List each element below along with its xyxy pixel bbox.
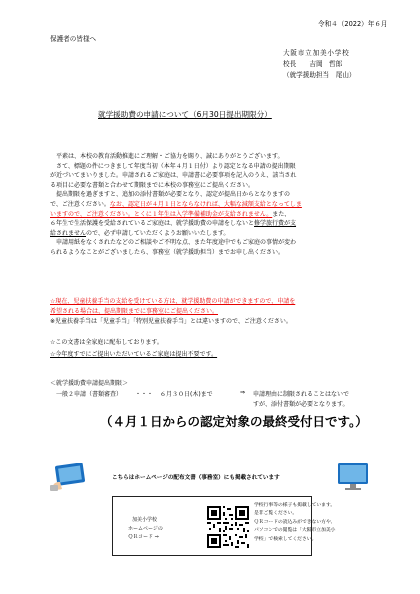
issue-date: 令和４（2022）年６月 xyxy=(318,20,388,28)
qr-label-line-3: ＱＲコード xyxy=(128,534,154,540)
schedule-dots: ・・・ xyxy=(135,391,154,398)
qr-info-line-4: パソコンでの閲覧は「大阪市立加美小 xyxy=(254,528,336,534)
qr-label-line-2: ホームページの xyxy=(128,525,163,532)
paragraph-deadline-line-3: る項目に必要な書類と合わせて期限までに本校の事務室にご提出ください。 xyxy=(50,181,255,189)
schedule-category: 一般２申請（書類審査） xyxy=(56,391,123,398)
schedule-heading: ＜就学援助費申請提出期限＞ xyxy=(50,380,129,387)
schedule-note-2: すが、添付書類が必要となります。 xyxy=(253,401,349,408)
qr-label-line-1: 加美小学校 xyxy=(132,517,158,523)
schedule-note-1: 申請理由に制限されることはないで xyxy=(253,391,350,398)
qr-info-line-1: 学校行事等の様子も掲載しています。 xyxy=(254,503,336,508)
tablet-icon xyxy=(50,463,86,491)
paragraph-deadline-line-1: さて、標題の件につきまして年度当初（本年４月１日付）より認定となる申請の提出期限 xyxy=(56,162,296,170)
qr-label-line-3-wrap xyxy=(128,533,163,542)
qr-info-line-5: 学校」で検索してください。 xyxy=(254,536,317,542)
recipient: 保護者の皆様へ xyxy=(50,35,97,43)
qr-code-image[interactable] xyxy=(207,506,249,548)
paragraph-late-line-1: 提出期限を過ぎますと、追加の添付書類が必要となり、認定が提出日からとなりますの xyxy=(56,191,291,199)
schedule-arrow: ⇒ xyxy=(240,389,246,396)
paragraph-late-line-3 xyxy=(50,210,380,220)
note-distribution: ☆この文書は全家庭に配布しております。 xyxy=(50,339,163,346)
qr-arrow: ⇒ xyxy=(154,534,159,540)
note-allowance-difference: ※児童扶養手当は「児童手当」「特別児童扶養手当」とは違いますので、ご注意ください。 xyxy=(50,318,292,325)
monitor-icon xyxy=(337,462,369,492)
principal-name: 校長 吉岡 哲郎 xyxy=(283,60,343,68)
document-title: 就学援助費の申請について（6月30日提出期限分） xyxy=(98,110,272,119)
paragraph-deadline-line-2: が近づいてまいりました。申請されるご家庭は、申請書に必要事項を記入のうえ、該当され xyxy=(50,172,297,180)
schedule-deadline: ６月３０日(木)まで xyxy=(160,391,213,398)
paragraph-greeting: 平素は、本校の教育活動推進にご理解・ご協力を賜り、誠にありがとうございます。 xyxy=(56,153,284,160)
grade6-text: ６年生で生活保護を受給されているご家庭は、就学援助費の申請をしないと xyxy=(50,220,255,228)
qr-info-line-3: ＱＲコードの読込みができない方や、 xyxy=(254,519,336,525)
qr-info-text xyxy=(254,502,335,544)
grade6-underline: 修学旅行費が支 xyxy=(254,220,297,228)
grade6-text-cont: ので、必ず申請していただくようお願いいたします。 xyxy=(86,229,230,237)
note-child-allowance-2: 希望される場合は、提出期限までに事務室にご提出ください。 xyxy=(50,308,219,315)
final-deadline-emphasis: （４月１日からの認定対象の最終受付日です。） xyxy=(100,414,368,429)
paragraph-contact-line-2: られるようなことがございましたら、事務室（就学援助担当）までお申し出ください。 xyxy=(50,248,285,256)
body-text xyxy=(50,152,380,258)
late-warning-cont: いますので、ご注意ください。とくに１年生は入学準備補助金が支給されません。 xyxy=(50,210,273,218)
note-child-allowance-1: ☆現在、児童扶養手当の支給を受けている方は、就学援助費の申請ができますので、申請を xyxy=(50,298,296,305)
grade6-underline-cont: 給されません xyxy=(50,229,87,237)
homepage-notice: こちらはホームページの配布文書（事務室）にも掲載されています xyxy=(112,475,280,481)
paragraph-late-line-2 xyxy=(50,200,380,210)
qr-info-line-2: 是非ご覧ください。 xyxy=(254,511,298,517)
late-text-cont: また、 xyxy=(272,210,291,218)
late-warning: なお、認定日が４月１日とならなければ、大幅な減額支給となってしま xyxy=(109,200,302,208)
school-name: 大阪市立加美小学校 xyxy=(283,49,350,57)
paragraph-late-line-5 xyxy=(50,229,380,239)
late-text: で、ご注意ください。 xyxy=(50,200,110,208)
paragraph-late-line-4 xyxy=(50,219,380,229)
qr-label xyxy=(128,516,163,542)
paragraph-contact-line-1: 申請用紙をなくされたなどのご相談やご不明な点、また年度途中でもご家庭の事情が変わ xyxy=(56,239,297,247)
note-already-submitted: ☆今年度すでにご提出いただいているご家庭は提出不要です。 xyxy=(50,351,218,358)
contact-person: （就学援助担当 尾山） xyxy=(283,71,356,79)
